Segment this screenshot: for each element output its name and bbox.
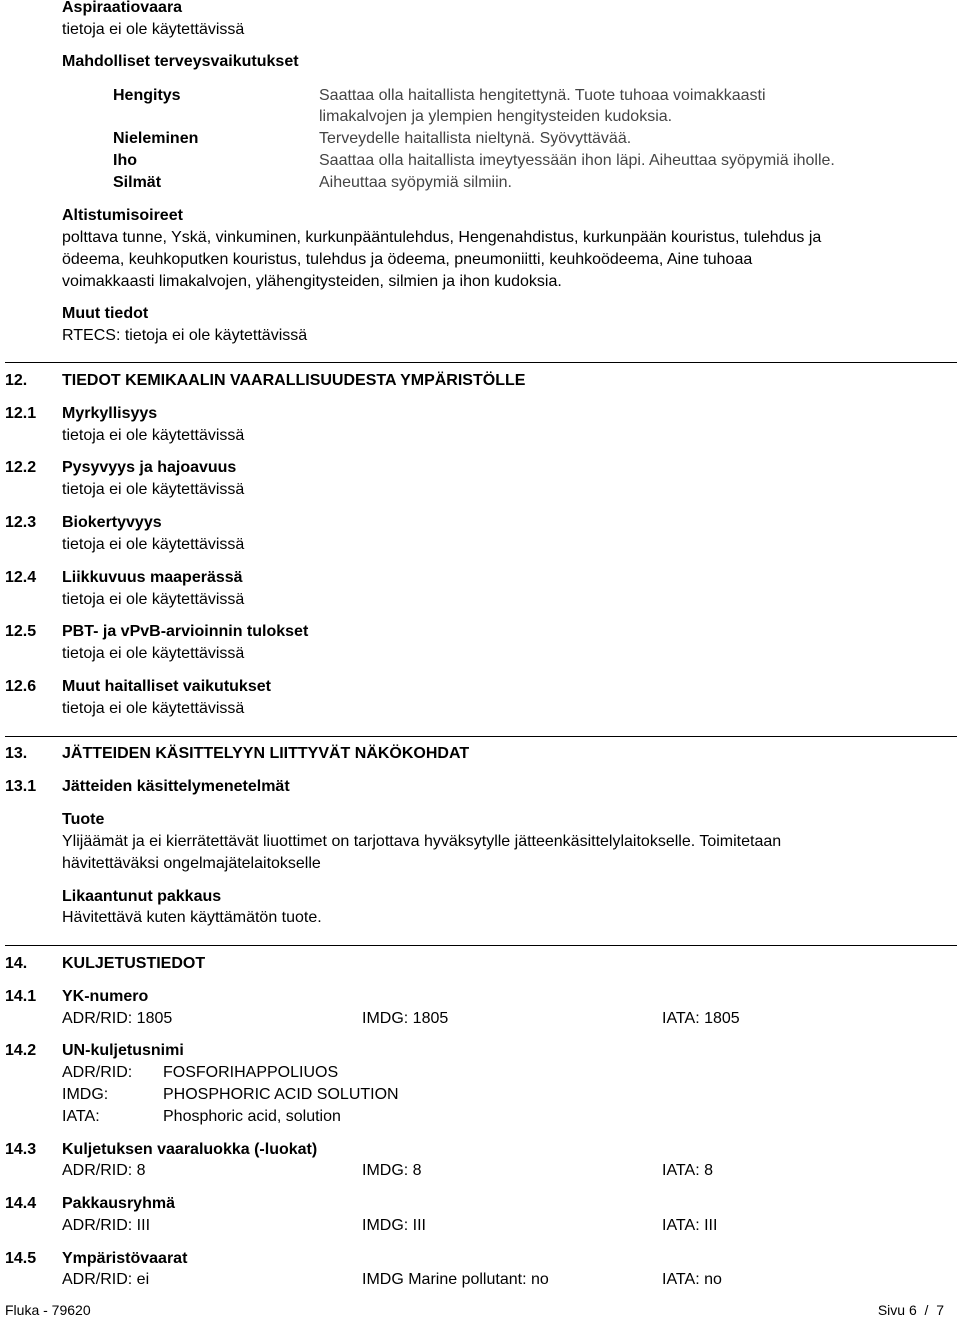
shipping-name-label: IMDG:	[62, 1086, 109, 1103]
adr-value: ADR/RID: 8	[62, 1162, 146, 1179]
imdg-value: IMDG: III	[362, 1217, 426, 1234]
subsection-title: PBT- ja vPvB-arvioinnin tulokset	[62, 623, 309, 640]
health-label-skin: Iho	[113, 152, 137, 169]
health-label-inhalation: Hengitys	[113, 87, 181, 104]
subsection-title: YK-numero	[62, 988, 149, 1005]
subsection-text: tietoja ei ole käytettävissä	[62, 700, 245, 717]
shipping-name-value: PHOSPHORIC ACID SOLUTION	[163, 1086, 399, 1103]
iata-value: IATA: no	[662, 1271, 722, 1288]
section-divider	[5, 945, 957, 946]
subsection-text: tietoja ei ole käytettävissä	[62, 427, 245, 444]
health-text-inhalation-1: Saattaa olla haitallista hengitettynä. Tuote tuhoaa voimakkaasti	[319, 87, 766, 104]
footer-product-id: Fluka - 79620	[5, 1302, 91, 1318]
section-14-title: KULJETUSTIEDOT	[62, 955, 206, 972]
imdg-value: IMDG: 8	[362, 1162, 422, 1179]
subsection-number: 14.4	[5, 1195, 37, 1212]
subsection-number: 14.5	[5, 1250, 37, 1267]
subsection-title: Ympäristövaarat	[62, 1250, 188, 1267]
health-text-eyes: Aiheuttaa syöpymiä silmiin.	[319, 174, 512, 191]
health-text-inhalation-2: limakalvojen ja ylempien hengitysteiden kudoksia.	[319, 108, 673, 125]
subsection-title: Pakkausryhmä	[62, 1195, 175, 1212]
subsection-title: UN-kuljetusnimi	[62, 1042, 184, 1059]
symptoms-line: voimakkaasti limakalvojen, ylähengitysteiden, silmien ja ihon kudoksia.	[62, 273, 562, 290]
subsection-number: 14.2	[5, 1042, 37, 1059]
iata-value: IATA: III	[662, 1217, 718, 1234]
symptoms-line: ödeema, keuhkoputken kouristus, tulehdus ja ödeema, pneumoniitti, keuhkoödeema, Aine tuhoaa	[62, 251, 753, 268]
subsection-title: Myrkyllisyys	[62, 405, 158, 422]
symptoms-heading: Altistumisoireet	[62, 207, 183, 224]
imdg-value: IMDG Marine pollutant: no	[362, 1271, 549, 1288]
subsection-title: Jätteiden käsittelymenetelmät	[62, 778, 290, 795]
subsection-title: Biokertyvyys	[62, 514, 162, 531]
subsection-text: tietoja ei ole käytettävissä	[62, 591, 245, 608]
footer-page-number: Sivu 6 / 7	[877, 1302, 944, 1318]
section-12-number: 12.	[5, 372, 28, 389]
shipping-name-label: IATA:	[62, 1108, 100, 1125]
subsection-title: Pysyvyys ja hajoavuus	[62, 459, 237, 476]
health-label-ingestion: Nieleminen	[113, 130, 199, 147]
subsection-text: tietoja ei ole käytettävissä	[62, 645, 245, 662]
subsection-number: 14.3	[5, 1141, 37, 1158]
adr-value: ADR/RID: ei	[62, 1271, 150, 1288]
section-13-title: JÄTTEIDEN KÄSITTELYYN LIITTYVÄT NÄKÖKOHDAT	[62, 745, 470, 762]
subsection-number: 12.6	[5, 678, 37, 695]
rtecs-text: RTECS: tietoja ei ole käytettävissä	[62, 327, 308, 344]
symptoms-line: polttava tunne, Yskä, vinkuminen, kurkunpääntulehdus, Hengenahdistus, kurkunpään kouristus, tulehdus ja	[62, 229, 822, 246]
packaging-heading: Likaantunut pakkaus	[62, 888, 222, 905]
shipping-name-value: Phosphoric acid, solution	[163, 1108, 341, 1125]
subsection-number: 12.2	[5, 459, 37, 476]
section-divider	[5, 736, 957, 737]
subsection-title: Liikkuvuus maaperässä	[62, 569, 243, 586]
subsection-number: 12.3	[5, 514, 37, 531]
section-divider	[5, 362, 957, 363]
subsection-number: 12.1	[5, 405, 37, 422]
other-info-heading: Muut tiedot	[62, 305, 149, 322]
health-heading: Mahdolliset terveysvaikutukset	[62, 53, 299, 70]
product-text: hävitettäväksi ongelmajätelaitokselle	[62, 855, 321, 872]
subsection-text: tietoja ei ole käytettävissä	[62, 536, 245, 553]
subsection-title: Muut haitalliset vaikutukset	[62, 678, 271, 695]
section-13-number: 13.	[5, 745, 28, 762]
product-heading: Tuote	[62, 811, 105, 828]
subsection-number: 13.1	[5, 778, 37, 795]
section-14-number: 14.	[5, 955, 28, 972]
subsection-number: 14.1	[5, 988, 37, 1005]
packaging-text: Hävitettävä kuten käyttämätön tuote.	[62, 909, 322, 926]
imdg-value: IMDG: 1805	[362, 1010, 449, 1027]
aspiration-heading: Aspiraatiovaara	[62, 0, 183, 16]
adr-value: ADR/RID: III	[62, 1217, 151, 1234]
subsection-number: 12.4	[5, 569, 37, 586]
shipping-name-label: ADR/RID:	[62, 1064, 133, 1081]
subsection-title: Kuljetuksen vaaraluokka (-luokat)	[62, 1141, 318, 1158]
product-text: Ylijäämät ja ei kierrätettävät liuottimet on tarjottava hyväksytylle jätteenkäsittelylaitokselle. Toimitetaan	[62, 833, 782, 850]
adr-value: ADR/RID: 1805	[62, 1010, 173, 1027]
section-12-title: TIEDOT KEMIKAALIN VAARALLISUUDESTA YMPÄRISTÖLLE	[62, 372, 526, 389]
health-text-ingestion: Terveydelle haitallista nieltynä. Syövyttävää.	[319, 130, 632, 147]
health-label-eyes: Silmät	[113, 174, 162, 191]
health-text-skin: Saattaa olla haitallista imeytyessään ihon läpi. Aiheuttaa syöpymiä iholle.	[319, 152, 835, 169]
subsection-text: tietoja ei ole käytettävissä	[62, 481, 245, 498]
shipping-name-value: FOSFORIHAPPOLIUOS	[163, 1064, 339, 1081]
iata-value: IATA: 8	[662, 1162, 713, 1179]
iata-value: IATA: 1805	[662, 1010, 740, 1027]
subsection-number: 12.5	[5, 623, 37, 640]
aspiration-text: tietoja ei ole käytettävissä	[62, 21, 245, 38]
